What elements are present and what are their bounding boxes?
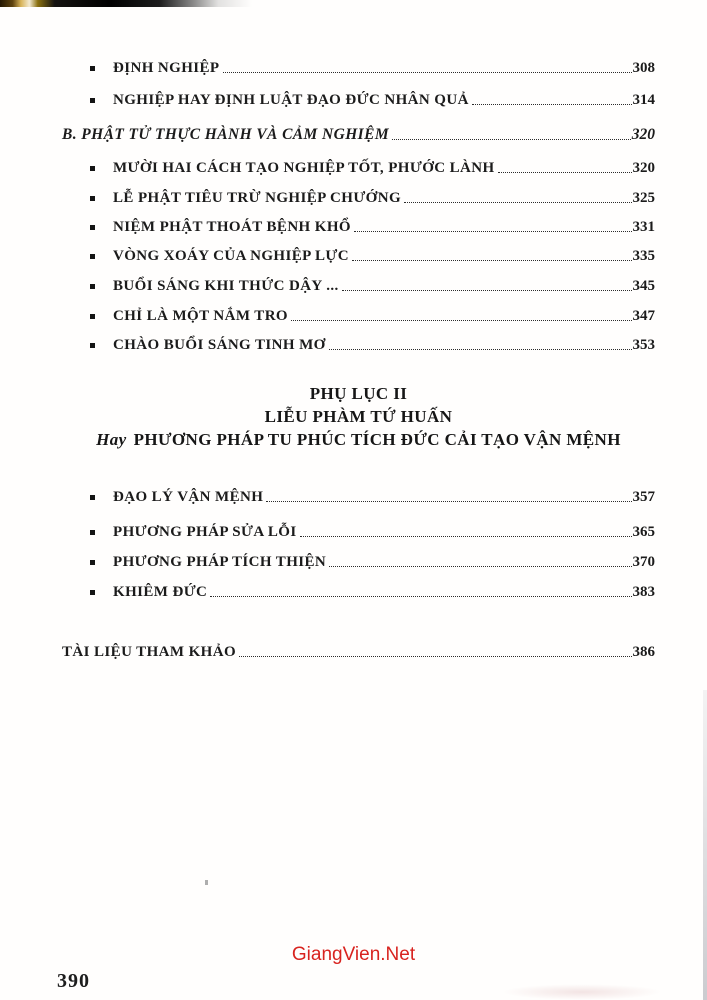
dot-leader [300,536,632,537]
toc-entry [62,158,655,178]
dot-leader [329,349,632,350]
toc-entry-title: NGHIỆP HAY ĐỊNH LUẬT ĐẠO ĐỨC NHÂN QUẢ [113,92,469,108]
bullet-icon [90,196,95,201]
toc-section-b [62,125,655,145]
toc-entry [62,306,655,326]
toc-entry [62,552,655,572]
appendix-heading-line2: LIỄU PHÀM TỨ HUẤN [264,407,453,426]
scan-smudge-bottom [502,984,662,1000]
toc-entry [62,582,655,602]
toc-entry-title: MƯỜI HAI CÁCH TẠO NGHIỆP TỐT, PHƯỚC LÀNH [113,160,495,176]
toc-references [62,642,655,662]
toc-entry-page: 345 [632,278,655,294]
appendix-heading-line1: PHỤ LỤC II [309,384,408,403]
bullet-icon [90,560,95,565]
toc-entry-page: 308 [632,60,655,76]
dot-leader [354,231,632,232]
dot-leader [404,202,631,203]
toc-entry-page: 357 [632,489,655,505]
appendix-heading [62,382,655,451]
toc-entry-page: 314 [632,92,655,108]
scan-speck [205,880,208,885]
toc-entry-page: 365 [632,524,655,540]
dot-leader [352,260,632,261]
bullet-icon [90,495,95,500]
toc-entry [62,217,655,237]
appendix-heading-line3 [62,428,655,451]
page-number: 390 [57,970,90,992]
dot-leader [291,320,632,321]
toc-entry-page: 383 [632,584,655,600]
toc-references-title: TÀI LIỆU THAM KHẢO [62,644,237,660]
toc-entry-title: PHƯƠNG PHÁP TÍCH THIỆN [113,554,327,570]
toc-entry-title: ĐỊNH NGHIỆP [113,60,220,76]
appendix-heading-hay: Hay [96,430,127,449]
dot-leader [472,104,632,105]
toc-entry-page: 331 [632,219,655,235]
toc-entry [62,188,655,208]
toc-entry [62,522,655,542]
bullet-icon [90,66,95,71]
toc-entry-page: 320 [632,160,655,176]
toc-entry-title: BUỔI SÁNG KHI THỨC DẬY ... [113,278,339,294]
toc-entry-title: ĐẠO LÝ VẬN MỆNH [113,489,264,505]
toc-entry-title: CHÀO BUỔI SÁNG TINH MƠ [113,337,326,353]
toc-entry-page: 325 [632,190,655,206]
bullet-icon [90,530,95,535]
watermark-text: GiangVien.Net [291,944,416,965]
toc-entry-title: LỄ PHẬT TIÊU TRỪ NGHIỆP CHƯỚNG [113,190,402,206]
bullet-icon [90,284,95,289]
bullet-icon [90,166,95,171]
toc-section-page: 320 [631,126,655,143]
toc-entry-page: 347 [632,308,655,324]
bullet-icon [90,254,95,259]
toc-entry-title: NIỆM PHẬT THOÁT BỆNH KHỔ [113,219,351,235]
toc-entry-title: PHƯƠNG PHÁP SỬA LỖI [113,524,297,540]
appendix-heading-line3-rest: PHƯƠNG PHÁP TU PHÚC TÍCH ĐỨC CẢI TẠO VẬN MỆNH [133,430,621,449]
dot-leader [223,72,632,73]
toc-entry-page: 370 [632,554,655,570]
bullet-icon [90,343,95,348]
dot-leader [329,566,631,567]
toc-entry-title: CHỈ LÀ MỘT NẮM TRO [113,308,288,324]
toc-entry [62,90,655,110]
bullet-icon [90,98,95,103]
dot-leader [266,501,631,502]
toc-entry-title: VÒNG XOÁY CỦA NGHIỆP LỰC [113,248,349,264]
toc-entry-title: KHIÊM ĐỨC [113,584,208,600]
toc-entry-page: 353 [632,337,655,353]
toc-references-page: 386 [632,644,655,660]
dot-leader [210,596,631,597]
toc-entry-page: 335 [632,248,655,264]
toc-entry [62,246,655,266]
bullet-icon [90,225,95,230]
toc-entry [62,335,655,355]
toc-section-title: B. PHẬT TỬ THỰC HÀNH VÀ CẢM NGHIỆM [62,126,389,143]
toc-entry [62,58,655,78]
toc-content [62,0,655,662]
bullet-icon [90,314,95,319]
scan-edge-strip [703,690,707,1000]
dot-leader [498,172,632,173]
toc-entry [62,276,655,296]
dot-leader [342,290,632,291]
toc-entry [62,487,655,507]
dot-leader [392,139,631,140]
dot-leader [239,656,631,657]
bullet-icon [90,590,95,595]
